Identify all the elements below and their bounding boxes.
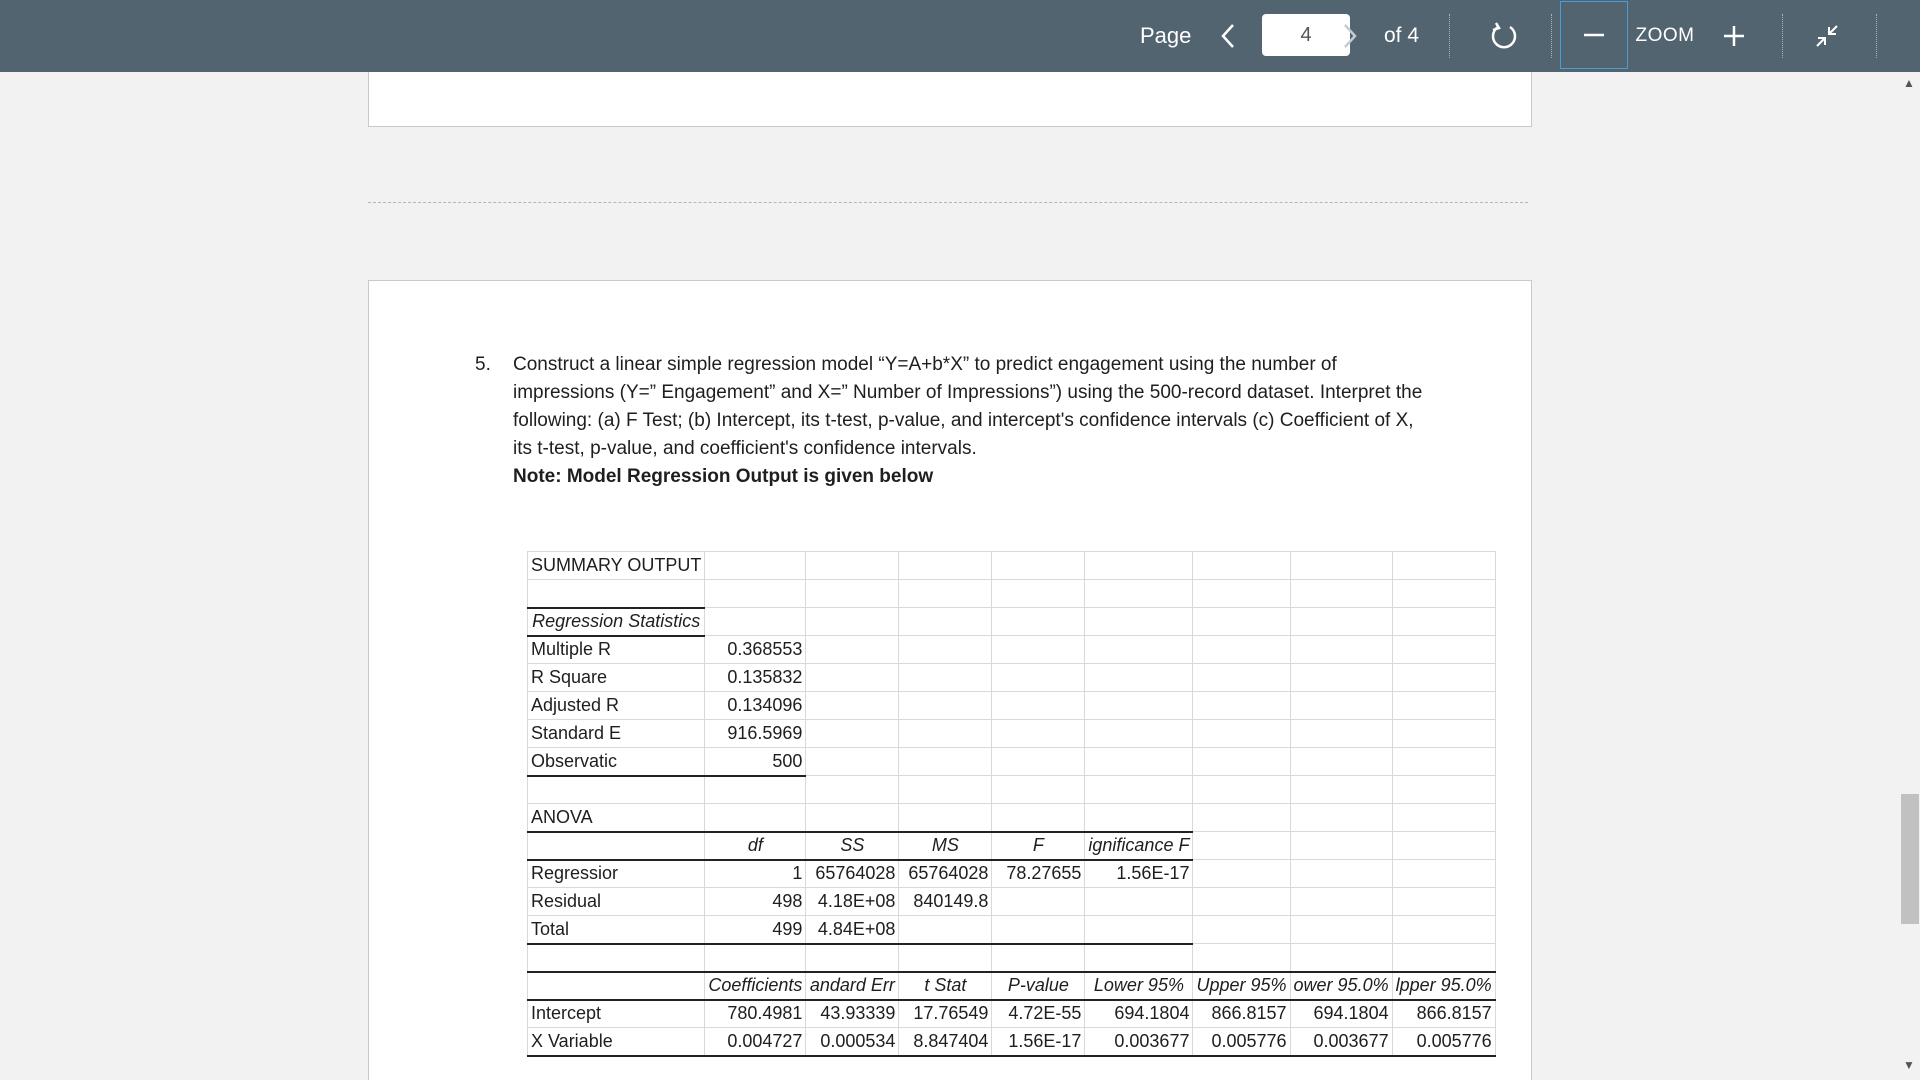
table-row [528,580,1496,608]
table-cell: 65764028 [899,860,992,888]
table-cell [899,552,992,580]
collapse-icon [1814,23,1840,49]
table-cell [992,888,1085,916]
table-cell [1193,804,1290,832]
table-cell [1193,888,1290,916]
table-cell: 17.76549 [899,1000,992,1028]
table-cell [1290,664,1392,692]
table-cell: 916.5969 [705,720,806,748]
table-cell [806,804,899,832]
document-viewport[interactable] [0,72,1920,1080]
table-cell [1392,692,1495,720]
table-cell [1392,664,1495,692]
table-cell [1193,552,1290,580]
previous-page-sheet [368,72,1532,127]
table-cell: ANOVA [528,804,705,832]
table-cell [705,776,806,804]
table-cell [1085,664,1193,692]
table-cell [992,804,1085,832]
table-cell [1193,692,1290,720]
table-cell: Residual [528,888,705,916]
table-row [528,664,1496,692]
table-cell [1085,804,1193,832]
table-cell [1392,608,1495,636]
table-cell [1085,692,1193,720]
table-cell: 694.1804 [1290,1000,1392,1028]
viewer-toolbar [0,0,1920,72]
table-cell: 0.005776 [1392,1028,1495,1056]
table-cell: 840149.8 [899,888,992,916]
table-cell: t Stat [899,972,992,1000]
minus-icon [1583,24,1605,46]
regression-output-table [527,551,1496,1057]
table-cell [1290,860,1392,888]
table-cell: 0.000534 [806,1028,899,1056]
table-cell [705,552,806,580]
table-cell [1193,832,1290,860]
question-note: Note: Model Regression Output is given below [513,466,934,487]
table-cell [1392,888,1495,916]
table-cell [1290,776,1392,804]
table-cell: Total [528,916,705,944]
table-cell [992,944,1085,972]
table-cell [1290,720,1392,748]
table-row [528,636,1496,664]
anova-header-row [528,832,1496,860]
table-cell [1085,720,1193,748]
reload-button[interactable] [1482,14,1526,58]
table-row [528,1000,1496,1028]
table-cell [1193,636,1290,664]
table-cell [1085,916,1193,944]
table-cell [992,608,1085,636]
zoom-in-button[interactable] [1712,14,1756,58]
table-cell [1085,748,1193,776]
table-cell: Standard E [528,720,705,748]
question-text: Construct a linear simple regression model “Y=A+b*X” to predict engagement using the number of impressions (Y=” Engagement” and X=” Number of Impressions”) using the 500-record dataset. Interpret the following: (a) F Test; (b) Intercept, its t-test, p-value, and intercept's confidence intervals (c) Coefficient of X, its t-test, p-value, and coefficient's confidence intervals. [513,354,1423,459]
table-cell [1193,748,1290,776]
table-cell: 866.8157 [1193,1000,1290,1028]
table-row [528,1028,1496,1056]
page-divider [368,202,1528,203]
table-cell [992,916,1085,944]
scroll-up-arrow-icon[interactable]: ▲ [1903,76,1915,90]
table-row [528,804,1496,832]
table-cell [1290,888,1392,916]
table-cell [1392,944,1495,972]
toolbar-separator [1876,14,1877,58]
table-cell [899,916,992,944]
table-cell [1290,636,1392,664]
coefficients-header-row [528,972,1496,1000]
table-row [528,944,1496,972]
table-cell: 43.93339 [806,1000,899,1028]
table-cell [705,608,806,636]
table-cell [1392,636,1495,664]
table-cell: Observatic [528,748,705,776]
table-cell [1392,832,1495,860]
table-cell: MS [899,832,992,860]
table-cell: P-value [992,972,1085,1000]
table-cell [806,944,899,972]
table-cell [1193,860,1290,888]
table-cell: 4.72E-55 [992,1000,1085,1028]
table-cell: Lower 95% [1085,972,1193,1000]
table-cell [899,664,992,692]
table-cell [1085,888,1193,916]
table-cell: Intercept [528,1000,705,1028]
table-cell [806,720,899,748]
zoom-label: ZOOM [1635,25,1695,46]
table-cell [705,580,806,608]
exit-fullscreen-button[interactable] [1805,14,1849,58]
reload-icon [1489,21,1519,51]
table-cell: Regression Statistics [528,608,705,636]
table-cell [992,748,1085,776]
table-cell: 0.005776 [1193,1028,1290,1056]
table-cell: andard Err [806,972,899,1000]
chevron-right-icon [1341,21,1359,51]
table-cell [1290,552,1392,580]
toolbar-separator [1782,14,1783,58]
current-page-sheet [368,280,1532,1080]
table-row [528,720,1496,748]
table-cell: X Variable [528,1028,705,1056]
table-cell: SS [806,832,899,860]
table-cell: SUMMARY OUTPUT [528,552,705,580]
table-cell [992,692,1085,720]
table-cell [1085,636,1193,664]
table-cell [806,664,899,692]
table-cell [1392,916,1495,944]
table-cell [1193,580,1290,608]
page-count-label: of 4 [1384,24,1420,47]
previous-page-button[interactable] [1210,14,1246,58]
table-cell [899,944,992,972]
question-number: 5. [475,354,491,375]
table-cell [1290,804,1392,832]
table-cell: 0.135832 [705,664,806,692]
table-cell: 1.56E-17 [992,1028,1085,1056]
table-cell: 4.18E+08 [806,888,899,916]
table-cell [528,944,705,972]
table-cell [528,972,705,1000]
table-cell [1290,692,1392,720]
table-row [528,888,1496,916]
table-cell: lpper 95.0% [1392,972,1495,1000]
table-cell [899,720,992,748]
table-cell: 78.27655 [992,860,1085,888]
table-cell [1392,720,1495,748]
table-cell [992,552,1085,580]
scroll-down-arrow-icon[interactable]: ▼ [1903,1058,1915,1072]
table-cell: 4.84E+08 [806,916,899,944]
table-cell: F [992,832,1085,860]
table-cell [1392,804,1495,832]
table-cell [899,580,992,608]
table-cell [992,776,1085,804]
table-row [528,916,1496,944]
scroll-thumb[interactable] [1901,794,1919,924]
table-cell: Coefficients [705,972,806,1000]
table-cell [528,580,705,608]
toolbar-separator [1449,14,1450,58]
table-cell [705,944,806,972]
table-cell [1193,916,1290,944]
table-row [528,692,1496,720]
table-cell: 498 [705,888,806,916]
table-cell: 780.4981 [705,1000,806,1028]
table-cell [899,636,992,664]
table-cell: 866.8157 [1392,1000,1495,1028]
table-cell: 500 [705,748,806,776]
table-cell [528,776,705,804]
table-cell [992,664,1085,692]
table-cell: Regressior [528,860,705,888]
table-cell [806,692,899,720]
table-cell: 499 [705,916,806,944]
table-cell [899,748,992,776]
table-cell [806,608,899,636]
regression-statistics-header [528,608,1496,636]
table-cell: 0.368553 [705,636,806,664]
table-cell [899,692,992,720]
table-cell [1392,580,1495,608]
question-block [475,351,1435,491]
table-cell: Multiple R [528,636,705,664]
plus-icon [1723,25,1745,47]
table-cell [899,776,992,804]
table-cell [1290,916,1392,944]
table-cell [899,608,992,636]
table-cell [1392,776,1495,804]
table-cell [528,832,705,860]
table-cell [992,720,1085,748]
table-cell [806,580,899,608]
table-cell [1193,720,1290,748]
vertical-scrollbar[interactable] [1898,72,1920,1080]
table-cell: df [705,832,806,860]
table-cell [1193,664,1290,692]
table-cell: ignificance F [1085,832,1193,860]
table-cell: R Square [528,664,705,692]
table-row [528,860,1496,888]
chevron-left-icon [1219,21,1237,51]
table-cell [1193,608,1290,636]
table-cell [806,552,899,580]
table-cell [705,804,806,832]
table-cell [806,776,899,804]
table-cell: Adjusted R [528,692,705,720]
page-label: Page [1140,23,1192,48]
table-cell: 0.003677 [1085,1028,1193,1056]
table-row [528,776,1496,804]
toolbar-separator [1551,14,1552,58]
table-cell [1290,608,1392,636]
table-cell [1290,580,1392,608]
table-cell: 1.56E-17 [1085,860,1193,888]
table-cell [1085,552,1193,580]
table-cell [992,580,1085,608]
zoom-out-button[interactable] [1560,1,1628,69]
table-cell [1290,944,1392,972]
table-row [528,552,1496,580]
table-cell [1085,608,1193,636]
table-cell [806,636,899,664]
table-cell: 65764028 [806,860,899,888]
table-cell: Upper 95% [1193,972,1290,1000]
table-cell [1193,944,1290,972]
table-cell: ower 95.0% [1290,972,1392,1000]
table-cell [1392,552,1495,580]
next-page-button[interactable] [1332,14,1368,58]
table-cell: 8.847404 [899,1028,992,1056]
table-cell [1085,944,1193,972]
table-cell [1392,860,1495,888]
table-cell [1392,748,1495,776]
table-cell: 1 [705,860,806,888]
table-cell [899,804,992,832]
table-cell: 694.1804 [1085,1000,1193,1028]
table-cell: 0.004727 [705,1028,806,1056]
table-cell [806,748,899,776]
table-cell [1193,776,1290,804]
table-row [528,748,1496,776]
table-cell [1290,832,1392,860]
table-cell [1290,748,1392,776]
table-cell [1085,776,1193,804]
table-cell: 0.003677 [1290,1028,1392,1056]
table-cell: 0.134096 [705,692,806,720]
table-cell [1085,580,1193,608]
table-cell [992,636,1085,664]
